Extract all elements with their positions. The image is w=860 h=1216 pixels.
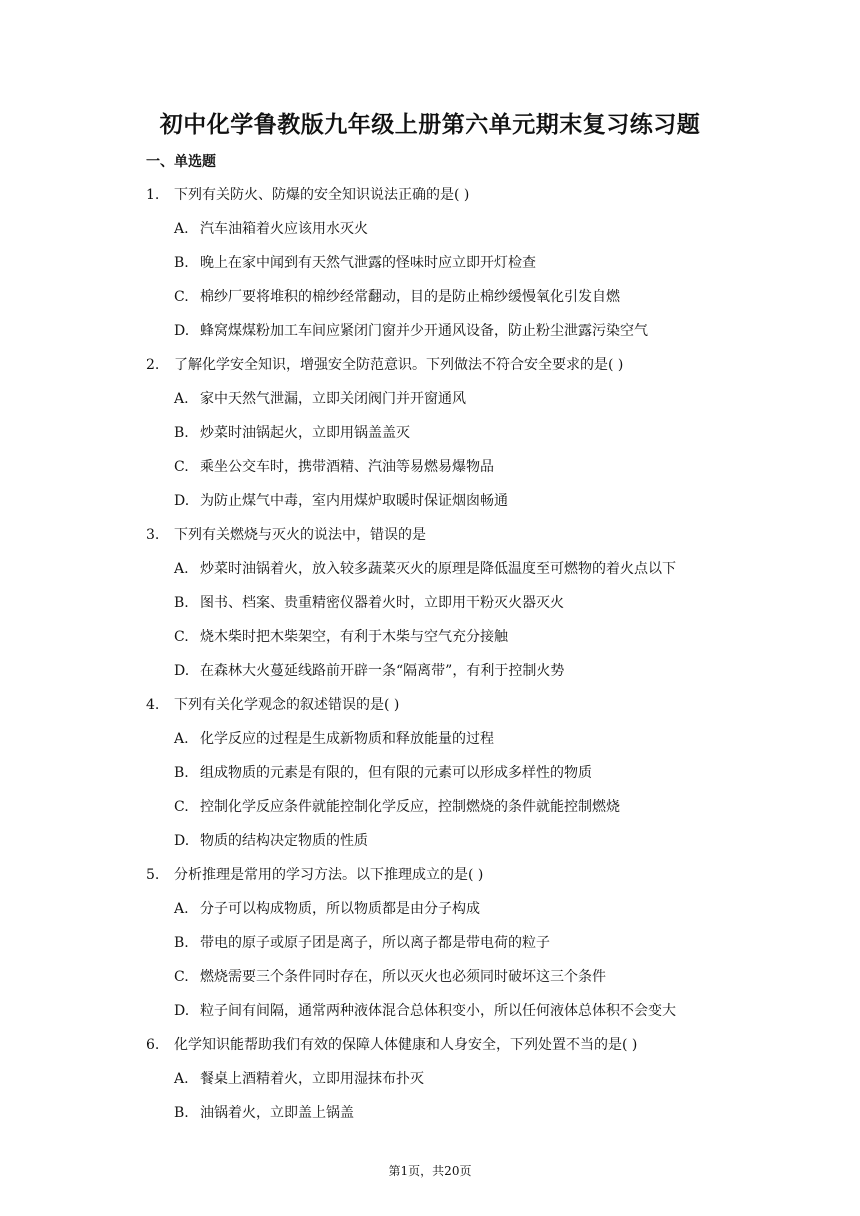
option-c (0, 286, 860, 320)
option-text: 家中天然气泄漏，立即关闭阀门并开窗通风 (200, 391, 466, 407)
option-label: A. (174, 901, 189, 917)
option-label: B. (174, 595, 189, 611)
question-text: 下列有关化学观念的叙述错误的是( ) (174, 697, 400, 713)
option-c (0, 456, 860, 490)
option-label: C. (174, 969, 189, 985)
question-2 (0, 354, 860, 524)
option-text: 汽车油箱着火应该用水灭火 (200, 221, 368, 237)
option-text: 燃烧需要三个条件同时存在，所以灭火也必须同时破坏这三个条件 (200, 969, 606, 985)
option-label: A. (174, 561, 189, 577)
question-number: 5. (146, 867, 160, 883)
question-stem (0, 184, 860, 218)
option-b (0, 422, 860, 456)
option-d (0, 1000, 860, 1034)
option-label: D. (174, 323, 190, 339)
question-text: 了解化学安全知识，增强安全防范意识。下列做法不符合安全要求的是( ) (174, 357, 624, 373)
option-b (0, 592, 860, 626)
option-text: 餐桌上酒精着火，立即用湿抹布扑灭 (200, 1071, 424, 1087)
question-text: 分析推理是常用的学习方法。以下推理成立的是( ) (174, 867, 484, 883)
option-a (0, 728, 860, 762)
option-label: B. (174, 1105, 189, 1121)
option-label: A. (174, 731, 189, 747)
option-c (0, 626, 860, 660)
option-label: C. (174, 289, 189, 305)
option-b (0, 252, 860, 286)
question-list (0, 184, 860, 1136)
question-1 (0, 184, 860, 354)
option-d (0, 490, 860, 524)
option-text: 组成物质的元素是有限的，但有限的元素可以形成多样性的物质 (200, 765, 592, 781)
option-label: B. (174, 425, 189, 441)
option-label: A. (174, 221, 189, 237)
option-a (0, 1068, 860, 1102)
option-label: D. (174, 833, 190, 849)
option-a (0, 218, 860, 252)
question-number: 1. (146, 187, 160, 203)
option-text: 油锅着火，立即盖上锅盖 (200, 1105, 354, 1121)
option-label: C. (174, 629, 189, 645)
option-d (0, 830, 860, 864)
option-a (0, 898, 860, 932)
question-stem (0, 524, 860, 558)
question-stem (0, 694, 860, 728)
option-c (0, 966, 860, 1000)
option-text: 分子可以构成物质，所以物质都是由分子构成 (200, 901, 480, 917)
option-label: B. (174, 935, 189, 951)
option-a (0, 558, 860, 592)
question-stem (0, 864, 860, 898)
option-text: 图书、档案、贵重精密仪器着火时，立即用干粉灭火器灭火 (200, 595, 564, 611)
option-text: 烧木柴时把木柴架空，有利于木柴与空气充分接触 (200, 629, 508, 645)
option-text: 在森林大火蔓延线路前开辟一条“隔离带”，有利于控制火势 (200, 663, 565, 679)
option-d (0, 320, 860, 354)
option-text: 粒子间有间隔，通常两种液体混合总体积变小，所以任何液体总体积不会变大 (200, 1003, 676, 1019)
question-number: 6. (146, 1037, 160, 1053)
document-title: 初中化学鲁教版九年级上册第六单元期末复习练习题 (159, 112, 701, 138)
option-a (0, 388, 860, 422)
option-text: 晚上在家中闻到有天然气泄露的怪味时应立即开灯检查 (200, 255, 536, 271)
option-text: 乘坐公交车时，携带酒精、汽油等易燃易爆物品 (200, 459, 494, 475)
question-number: 4. (146, 697, 160, 713)
question-text: 化学知识能帮助我们有效的保障人体健康和人身安全，下列处置不当的是( ) (174, 1037, 638, 1053)
option-label: D. (174, 493, 190, 509)
option-label: B. (174, 255, 189, 271)
option-text: 棉纱厂要将堆积的棉纱经常翻动，目的是防止棉纱缓慢氧化引发自燃 (200, 289, 620, 305)
option-text: 物质的结构决定物质的性质 (200, 833, 368, 849)
question-stem (0, 1034, 860, 1068)
option-label: B. (174, 765, 189, 781)
option-text: 炒菜时油锅着火，放入较多蔬菜灭火的原理是降低温度至可燃物的着火点以下 (200, 561, 676, 577)
option-text: 化学反应的过程是生成新物质和释放能量的过程 (200, 731, 494, 747)
question-text: 下列有关燃烧与灭火的说法中，错误的是 (174, 527, 426, 543)
question-6 (0, 1034, 860, 1136)
question-3 (0, 524, 860, 694)
question-number: 3. (146, 527, 160, 543)
option-label: A. (174, 1071, 189, 1087)
option-text: 为防止煤气中毒，室内用煤炉取暖时保证烟囱畅通 (200, 493, 508, 509)
question-4 (0, 694, 860, 864)
option-text: 炒菜时油锅起火，立即用锅盖盖灭 (200, 425, 410, 441)
option-label: C. (174, 799, 189, 815)
question-stem (0, 354, 860, 388)
option-b (0, 762, 860, 796)
option-text: 控制化学反应条件就能控制化学反应，控制燃烧的条件就能控制燃烧 (200, 799, 620, 815)
page-footer: 第1页，共20页 (388, 1164, 472, 1178)
question-text: 下列有关防火、防爆的安全知识说法正确的是( ) (174, 187, 470, 203)
option-label: D. (174, 663, 190, 679)
section-heading: 一、单选题 (146, 154, 216, 170)
option-label: C. (174, 459, 189, 475)
option-c (0, 796, 860, 830)
option-d (0, 660, 860, 694)
question-5 (0, 864, 860, 1034)
option-label: D. (174, 1003, 190, 1019)
option-b (0, 932, 860, 966)
option-text: 蜂窝煤煤粉加工车间应紧闭门窗并少开通风设备，防止粉尘泄露污染空气 (200, 323, 648, 339)
option-b (0, 1102, 860, 1136)
question-number: 2. (146, 357, 160, 373)
option-label: A. (174, 391, 189, 407)
option-text: 带电的原子或原子团是离子，所以离子都是带电荷的粒子 (200, 935, 550, 951)
